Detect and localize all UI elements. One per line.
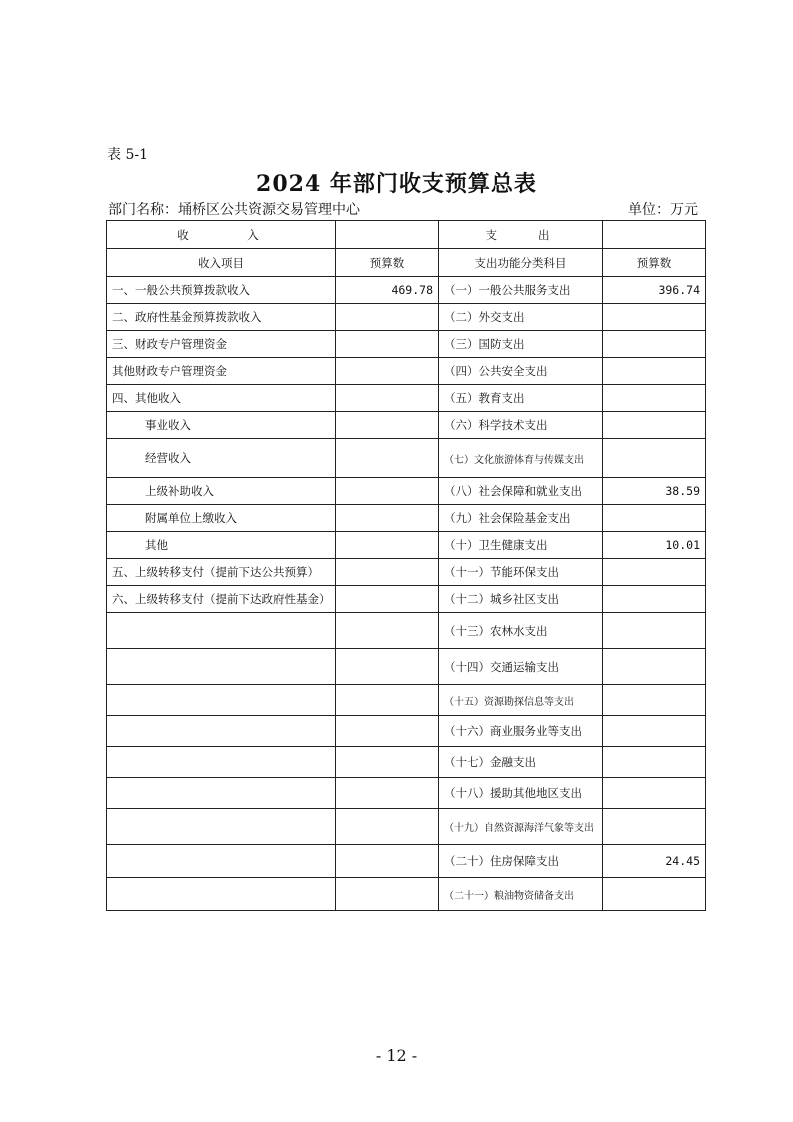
expense-item-cell: （十六）商业服务业等支出 bbox=[439, 716, 603, 747]
expense-item-cell: （二十一）粮油物资储备支出 bbox=[439, 878, 603, 911]
expense-budget-cell bbox=[603, 878, 706, 911]
expense-budget-cell bbox=[603, 613, 706, 649]
income-budget-cell bbox=[336, 478, 439, 505]
table-number-label: 表 5-1 bbox=[107, 147, 148, 163]
income-item-cell: 三、财政专户管理资金 bbox=[107, 331, 336, 358]
table-row bbox=[107, 649, 706, 685]
expense-item-cell: （五）教育支出 bbox=[439, 385, 603, 412]
expense-item-cell: （八）社会保障和就业支出 bbox=[439, 478, 603, 505]
expense-item-cell: （十四）交通运输支出 bbox=[439, 649, 603, 685]
income-budget-cell bbox=[336, 439, 439, 478]
income-item-cell bbox=[107, 649, 336, 685]
expense-budget-cell bbox=[603, 505, 706, 532]
income-item-cell bbox=[107, 716, 336, 747]
income-item-cell: 五、上级转移支付（提前下达公共预算） bbox=[107, 559, 336, 586]
income-budget-cell bbox=[336, 304, 439, 331]
expense-budget-cell: 38.59 bbox=[603, 478, 706, 505]
income-item-cell: 其他 bbox=[107, 532, 336, 559]
table-row bbox=[107, 304, 706, 331]
expense-item-cell: （十）卫生健康支出 bbox=[439, 532, 603, 559]
expense-budget-cell: 10.01 bbox=[603, 532, 706, 559]
income-item-cell bbox=[107, 878, 336, 911]
table-row bbox=[107, 809, 706, 845]
income-budget-cell: 469.78 bbox=[336, 277, 439, 304]
expense-budget-cell bbox=[603, 439, 706, 478]
table-row bbox=[107, 845, 706, 878]
table-row bbox=[107, 778, 706, 809]
expense-item-cell: （十五）资源勘探信息等支出 bbox=[439, 685, 603, 716]
expense-item-cell: （十七）金融支出 bbox=[439, 747, 603, 778]
expense-budget-cell bbox=[603, 358, 706, 385]
page-title: 2024 年部门收支预算总表 bbox=[256, 171, 537, 197]
department-name: 部门名称：埇桥区公共资源交易管理中心 bbox=[108, 202, 360, 218]
expense-budget-cell bbox=[603, 809, 706, 845]
expense-budget-cell bbox=[603, 586, 706, 613]
expense-item-header: 支出功能分类科目 bbox=[439, 249, 603, 277]
income-budget-cell bbox=[336, 685, 439, 716]
table-row bbox=[107, 478, 706, 505]
expense-item-cell: （三）国防支出 bbox=[439, 331, 603, 358]
income-budget-cell bbox=[336, 358, 439, 385]
income-budget-cell bbox=[336, 747, 439, 778]
expense-budget-cell bbox=[603, 747, 706, 778]
income-item-cell bbox=[107, 685, 336, 716]
expense-item-cell: （二）外交支出 bbox=[439, 304, 603, 331]
table-row bbox=[107, 532, 706, 559]
table-row bbox=[107, 358, 706, 385]
income-item-cell: 上级补助收入 bbox=[107, 478, 336, 505]
table-row bbox=[107, 685, 706, 716]
income-budget-cell bbox=[336, 385, 439, 412]
income-item-cell: 四、其他收入 bbox=[107, 385, 336, 412]
expense-budget-cell bbox=[603, 649, 706, 685]
table-row bbox=[107, 716, 706, 747]
table-row bbox=[107, 878, 706, 911]
table-row bbox=[107, 412, 706, 439]
income-budget-cell bbox=[336, 532, 439, 559]
budget-table-body bbox=[107, 221, 706, 911]
income-budget-cell bbox=[336, 778, 439, 809]
blank-header-cell bbox=[603, 221, 706, 249]
income-item-header: 收入项目 bbox=[107, 249, 336, 277]
expense-budget-header: 预算数 bbox=[603, 249, 706, 277]
income-budget-cell bbox=[336, 716, 439, 747]
expense-budget-cell: 24.45 bbox=[603, 845, 706, 878]
expense-budget-cell bbox=[603, 412, 706, 439]
income-budget-header: 预算数 bbox=[336, 249, 439, 277]
income-item-cell bbox=[107, 809, 336, 845]
income-item-cell: 附属单位上缴收入 bbox=[107, 505, 336, 532]
expense-item-cell: （七）文化旅游体育与传媒支出 bbox=[439, 439, 603, 478]
column-header-row bbox=[107, 249, 706, 277]
table-row bbox=[107, 439, 706, 478]
expense-item-cell: （一）一般公共服务支出 bbox=[439, 277, 603, 304]
table-row bbox=[107, 747, 706, 778]
expense-budget-cell bbox=[603, 685, 706, 716]
table-row bbox=[107, 277, 706, 304]
table-row bbox=[107, 331, 706, 358]
income-section-header: 收 入 bbox=[107, 221, 336, 249]
expense-item-cell: （二十）住房保障支出 bbox=[439, 845, 603, 878]
budget-table bbox=[106, 220, 706, 911]
section-header-row bbox=[107, 221, 706, 249]
income-budget-cell bbox=[336, 412, 439, 439]
income-item-cell bbox=[107, 613, 336, 649]
income-item-cell bbox=[107, 747, 336, 778]
table-row bbox=[107, 559, 706, 586]
table-row bbox=[107, 586, 706, 613]
income-budget-cell bbox=[336, 878, 439, 911]
expense-budget-cell bbox=[603, 559, 706, 586]
table-row bbox=[107, 385, 706, 412]
expense-budget-cell bbox=[603, 778, 706, 809]
page-number: - 12 - bbox=[375, 1046, 418, 1065]
income-budget-cell bbox=[336, 586, 439, 613]
income-budget-cell bbox=[336, 809, 439, 845]
income-item-cell: 其他财政专户管理资金 bbox=[107, 358, 336, 385]
table-row bbox=[107, 613, 706, 649]
table-row bbox=[107, 505, 706, 532]
income-item-cell bbox=[107, 845, 336, 878]
expense-item-cell: （六）科学技术支出 bbox=[439, 412, 603, 439]
income-budget-cell bbox=[336, 505, 439, 532]
expense-item-cell: （十二）城乡社区支出 bbox=[439, 586, 603, 613]
income-item-cell: 六、上级转移支付（提前下达政府性基金） bbox=[107, 586, 336, 613]
expense-budget-cell: 396.74 bbox=[603, 277, 706, 304]
expense-item-cell: （四）公共安全支出 bbox=[439, 358, 603, 385]
expense-budget-cell bbox=[603, 304, 706, 331]
unit-label: 单位：万元 bbox=[628, 202, 698, 218]
income-item-cell: 事业收入 bbox=[107, 412, 336, 439]
expense-item-cell: （十八）援助其他地区支出 bbox=[439, 778, 603, 809]
expense-item-cell: （九）社会保险基金支出 bbox=[439, 505, 603, 532]
income-budget-cell bbox=[336, 649, 439, 685]
expense-section-header: 支 出 bbox=[439, 221, 603, 249]
expense-budget-cell bbox=[603, 385, 706, 412]
income-budget-cell bbox=[336, 559, 439, 586]
table-meta bbox=[108, 199, 698, 219]
expense-budget-cell bbox=[603, 716, 706, 747]
expense-item-cell: （十一）节能环保支出 bbox=[439, 559, 603, 586]
income-budget-cell bbox=[336, 613, 439, 649]
expense-budget-cell bbox=[603, 331, 706, 358]
expense-item-cell: （十三）农林水支出 bbox=[439, 613, 603, 649]
income-budget-cell bbox=[336, 845, 439, 878]
income-budget-cell bbox=[336, 331, 439, 358]
income-item-cell: 一、一般公共预算拨款收入 bbox=[107, 277, 336, 304]
blank-header-cell bbox=[336, 221, 439, 249]
expense-item-cell: （十九）自然资源海洋气象等支出 bbox=[439, 809, 603, 845]
income-item-cell bbox=[107, 778, 336, 809]
income-item-cell: 经营收入 bbox=[107, 439, 336, 478]
income-item-cell: 二、政府性基金预算拨款收入 bbox=[107, 304, 336, 331]
